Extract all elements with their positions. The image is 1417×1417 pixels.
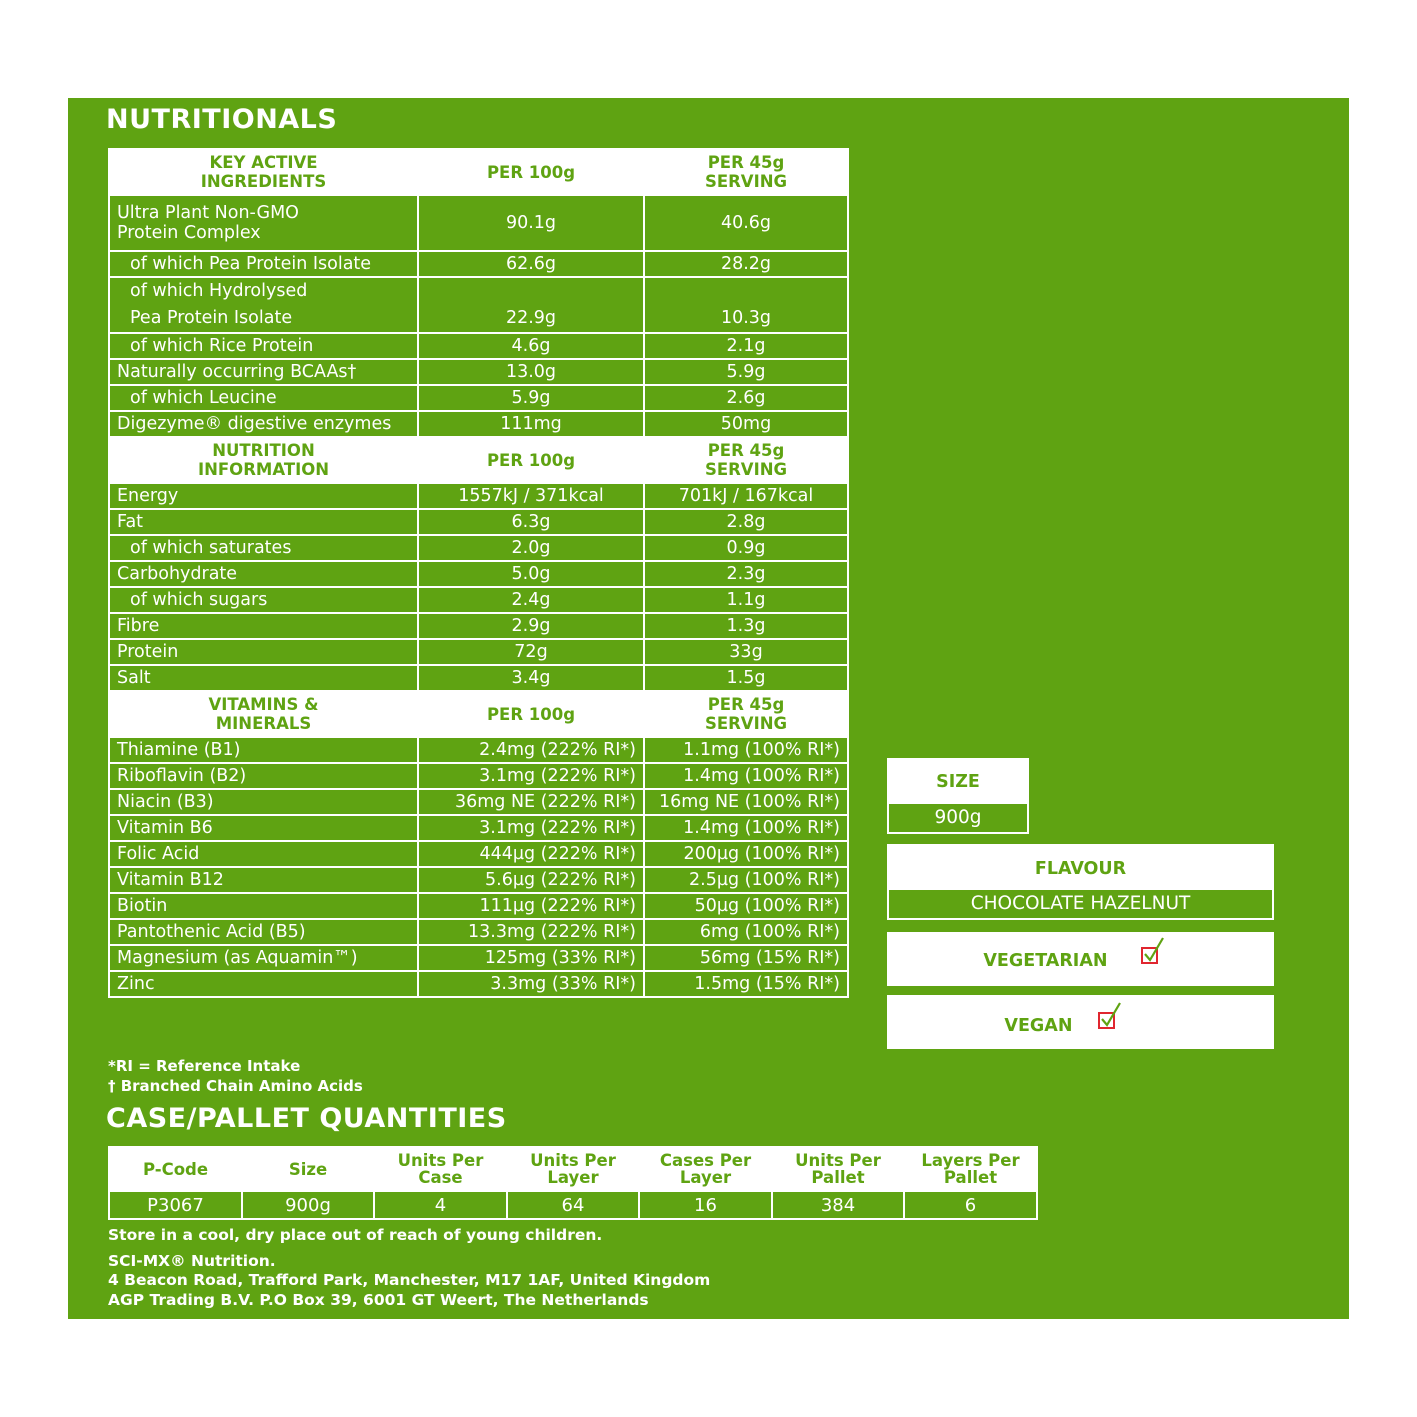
flavour-value: CHOCOLATE HAZELNUT <box>889 890 1272 918</box>
nutrient-name: Energy <box>109 483 418 509</box>
table-row <box>109 945 848 971</box>
case-pallet-table <box>108 1146 1038 1220</box>
case-header-cell: Units Per Layer <box>507 1147 639 1191</box>
table-row <box>109 815 848 841</box>
nutrient-name: Salt <box>109 665 418 691</box>
nutrient-name: of which Pea Protein Isolate <box>109 251 418 277</box>
table-row <box>109 971 848 997</box>
per-serving-value: 2.8g <box>644 509 848 535</box>
per-100g-value: 2.9g <box>418 613 644 639</box>
case-header-cell: Units Per Case <box>374 1147 507 1191</box>
per-100g-value: 6.3g <box>418 509 644 535</box>
per-serving-value: 50mg <box>644 411 848 437</box>
nutrient-name: of which saturates <box>109 535 418 561</box>
table-row <box>109 789 848 815</box>
table-row <box>109 251 848 277</box>
table-row <box>109 483 848 509</box>
table-row <box>109 841 848 867</box>
per-100g-value: 3.1mg (222% RI*) <box>418 763 644 789</box>
nutrient-name: Riboflavin (B2) <box>109 763 418 789</box>
per-serving-value: 33g <box>644 639 848 665</box>
size-value: 900g <box>889 804 1027 832</box>
nutrient-name: of which sugars <box>109 587 418 613</box>
per-100g-value: 125mg (33% RI*) <box>418 945 644 971</box>
case-value-cell: 900g <box>242 1191 374 1219</box>
case-value-cell: 4 <box>374 1191 507 1219</box>
per-100g-value: 3.1mg (222% RI*) <box>418 815 644 841</box>
per-100g-value: 5.0g <box>418 561 644 587</box>
case-header-cell: Layers Per Pallet <box>904 1147 1037 1191</box>
per-serving-value: 10.3g <box>644 277 848 333</box>
table-row <box>109 385 848 411</box>
per-100g-value: 13.3mg (222% RI*) <box>418 919 644 945</box>
per-serving-value: 2.5µg (100% RI*) <box>644 867 848 893</box>
nutrient-name: Vitamin B6 <box>109 815 418 841</box>
case-value-cell: 64 <box>507 1191 639 1219</box>
vegetarian-label: VEGETARIAN <box>983 951 1108 971</box>
table-row <box>109 561 848 587</box>
nutrient-name: Digezyme® digestive enzymes <box>109 411 418 437</box>
vegan-label: VEGAN <box>1004 1016 1073 1036</box>
per-serving-value: 1.1mg (100% RI*) <box>644 737 848 763</box>
case-header-cell: P-Code <box>109 1147 242 1191</box>
per-100g-value: 2.4mg (222% RI*) <box>418 737 644 763</box>
nutrient-name: Naturally occurring BCAAs† <box>109 359 418 385</box>
nutrient-name: Magnesium (as Aquamin™) <box>109 945 418 971</box>
per-100g-value: 13.0g <box>418 359 644 385</box>
header-cell: PER 100g <box>418 149 644 195</box>
per-serving-value: 1.5g <box>644 665 848 691</box>
nutrient-name: of which Leucine <box>109 385 418 411</box>
nutrient-name: Niacin (B3) <box>109 789 418 815</box>
per-serving-value: 40.6g <box>644 195 848 251</box>
case-value-cell: 6 <box>904 1191 1037 1219</box>
address-line-2: AGP Trading B.V. P.O Box 39, 6001 GT Weert, The Netherlands <box>108 1290 649 1309</box>
case-header-cell: Size <box>242 1147 374 1191</box>
vegan-box <box>887 995 1274 1049</box>
nutrient-name: Zinc <box>109 971 418 997</box>
address-line-1: 4 Beacon Road, Trafford Park, Manchester, M17 1AF, United Kingdom <box>108 1271 711 1289</box>
nutrition-panel <box>68 98 1349 1319</box>
per-100g-value: 4.6g <box>418 333 644 359</box>
per-100g-value: 62.6g <box>418 251 644 277</box>
case-value-cell: 16 <box>639 1191 772 1219</box>
checkbox-tick-icon <box>1097 997 1123 1055</box>
per-100g-value: 111µg (222% RI*) <box>418 893 644 919</box>
per-serving-value: 2.3g <box>644 561 848 587</box>
per-serving-value: 1.1g <box>644 587 848 613</box>
per-100g-value: 444µg (222% RI*) <box>418 841 644 867</box>
per-serving-value: 6mg (100% RI*) <box>644 919 848 945</box>
ri-note: *RI = Reference Intake <box>108 1057 301 1075</box>
per-100g-value: 90.1g <box>418 195 644 251</box>
footnotes <box>108 1056 363 1096</box>
nutrient-name: Fibre <box>109 613 418 639</box>
per-100g-value: 3.3mg (33% RI*) <box>418 971 644 997</box>
table-row <box>109 639 848 665</box>
size-box <box>887 758 1029 834</box>
nutrient-name: Biotin <box>109 893 418 919</box>
bcaa-note: † Branched Chain Amino Acids <box>108 1077 363 1095</box>
case-header-cell: Units Per Pallet <box>772 1147 904 1191</box>
header-cell: PER 45g SERVING <box>644 437 848 483</box>
table-row <box>109 509 848 535</box>
per-serving-value: 1.4mg (100% RI*) <box>644 815 848 841</box>
size-label: SIZE <box>936 772 980 792</box>
table-row <box>109 587 848 613</box>
header-cell: KEY ACTIVE INGREDIENTS <box>109 149 418 195</box>
section-header <box>109 691 848 737</box>
case-value-cell: P3067 <box>109 1191 242 1219</box>
per-100g-value: 1557kJ / 371kcal <box>418 483 644 509</box>
nutrient-name: of which Rice Protein <box>109 333 418 359</box>
table-row <box>109 665 848 691</box>
per-serving-value: 28.2g <box>644 251 848 277</box>
table-row <box>109 763 848 789</box>
table-row <box>109 195 848 251</box>
case-header-cell: Cases Per Layer <box>639 1147 772 1191</box>
table-row <box>109 613 848 639</box>
case-pallet-title: CASE/PALLET QUANTITIES <box>106 1103 507 1134</box>
nutrient-name: Fat <box>109 509 418 535</box>
per-100g-value: 2.0g <box>418 535 644 561</box>
nutrient-name: Vitamin B12 <box>109 867 418 893</box>
nutrient-name: Pantothenic Acid (B5) <box>109 919 418 945</box>
header-cell: PER 45g SERVING <box>644 691 848 737</box>
header-cell: PER 100g <box>418 691 644 737</box>
footer <box>108 1226 710 1310</box>
header-cell: PER 100g <box>418 437 644 483</box>
nutrient-name: Protein <box>109 639 418 665</box>
nutrient-name: Thiamine (B1) <box>109 737 418 763</box>
nutrition-table <box>108 148 849 998</box>
section-header <box>109 149 848 195</box>
table-row <box>109 359 848 385</box>
nutrient-name: of which Hydrolysed Pea Protein Isolate <box>109 277 418 333</box>
per-serving-value: 5.9g <box>644 359 848 385</box>
vegetarian-box <box>887 932 1274 986</box>
per-serving-value: 1.3g <box>644 613 848 639</box>
header-cell: PER 45g SERVING <box>644 149 848 195</box>
table-row <box>109 893 848 919</box>
per-100g-value: 5.6µg (222% RI*) <box>418 867 644 893</box>
table-row <box>109 737 848 763</box>
table-row <box>109 411 848 437</box>
flavour-label: FLAVOUR <box>1034 859 1127 879</box>
per-serving-value: 1.4mg (100% RI*) <box>644 763 848 789</box>
table-row <box>109 333 848 359</box>
table-row <box>109 535 848 561</box>
nutrient-name: Carbohydrate <box>109 561 418 587</box>
per-100g-value: 5.9g <box>418 385 644 411</box>
nutritionals-title: NUTRITIONALS <box>106 104 338 135</box>
per-100g-value: 72g <box>418 639 644 665</box>
header-cell: VITAMINS & MINERALS <box>109 691 418 737</box>
section-header <box>109 437 848 483</box>
flavour-box <box>887 844 1274 920</box>
per-serving-value: 2.1g <box>644 333 848 359</box>
table-row <box>109 919 848 945</box>
nutrient-name: Folic Acid <box>109 841 418 867</box>
table-row <box>109 867 848 893</box>
table-row <box>109 277 848 333</box>
per-serving-value: 701kJ / 167kcal <box>644 483 848 509</box>
nutrient-name: Ultra Plant Non-GMO Protein Complex <box>109 195 418 251</box>
per-100g-value: 3.4g <box>418 665 644 691</box>
per-serving-value: 2.6g <box>644 385 848 411</box>
company-name: SCI-MX® Nutrition. <box>108 1251 276 1270</box>
per-serving-value: 56mg (15% RI*) <box>644 945 848 971</box>
per-serving-value: 1.5mg (15% RI*) <box>644 971 848 997</box>
header-cell: NUTRITION INFORMATION <box>109 437 418 483</box>
per-serving-value: 0.9g <box>644 535 848 561</box>
per-100g-value: 2.4g <box>418 587 644 613</box>
per-serving-value: 16mg NE (100% RI*) <box>644 789 848 815</box>
per-100g-value: 111mg <box>418 411 644 437</box>
per-serving-value: 50µg (100% RI*) <box>644 893 848 919</box>
per-100g-value: 22.9g <box>418 277 644 333</box>
per-100g-value: 36mg NE (222% RI*) <box>418 789 644 815</box>
per-serving-value: 200µg (100% RI*) <box>644 841 848 867</box>
checkbox-tick-icon <box>1140 934 1166 988</box>
case-value-cell: 384 <box>772 1191 904 1219</box>
storage-text: Store in a cool, dry place out of reach of young children. <box>108 1226 603 1244</box>
